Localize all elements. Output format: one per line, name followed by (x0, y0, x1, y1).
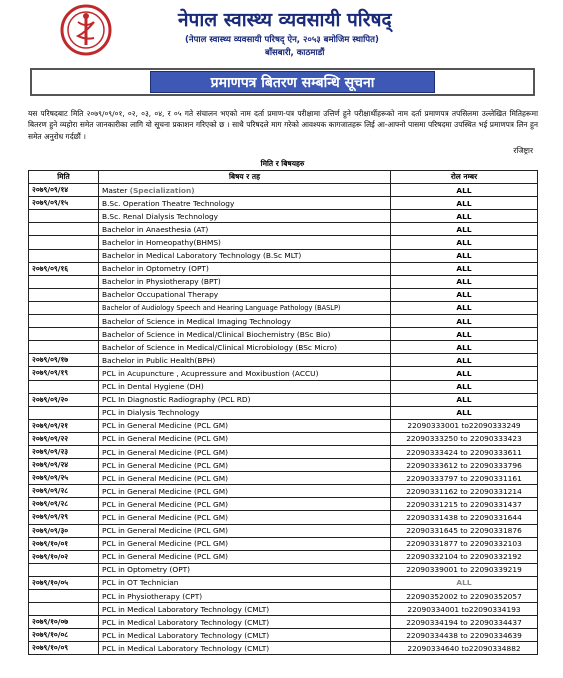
course-note: (Specialization) (129, 185, 195, 195)
row-course (99, 590, 391, 603)
row-roll-number: ALL (391, 367, 538, 380)
course-name: PCL in General Medicine (PCL GM) (102, 434, 228, 444)
row-course (99, 406, 391, 419)
course-name: Master (102, 185, 130, 195)
table-row (29, 210, 538, 223)
table-row (29, 537, 538, 550)
row-course (99, 498, 391, 511)
course-name: PCL in Optometry (OPT) (102, 565, 191, 575)
row-date: २०७९/०९/२४ (29, 459, 99, 472)
notice-signer: रजिष्ट्रार (513, 146, 533, 155)
row-roll-number: ALL (391, 328, 538, 341)
course-name: B.Sc. Operation Theatre Technology (102, 198, 235, 208)
row-date: २०७९/०९/१६ (29, 262, 99, 275)
course-name: Bachelor in Physiotherapy (BPT) (102, 277, 221, 287)
row-course (99, 262, 391, 275)
course-name: PCL in Dental Hygiene (DH) (102, 382, 204, 392)
table-row (29, 445, 538, 458)
notice-body: यस परिषदबाट मिति २०७९/०९/०१, ०२, ०३, ०४, र ०५ गते संचालन भएको नाम दर्ता प्रमाण-पत्र परीक्षामा उत्तिर्ण हुने परीक्षार्थीहरूको नाम दर्ता प्रमाणपत्र तपसिलमा उल्लेखित मितिहरूमा बितरण हुने व्यहोरा समेत जानकारीका लागि यो सूचना प्रकाशन गरिएको छ । साथै परिषदले माग गरेको आवश्यक कागजातहरू लिई आ-आफ्नो पासमा परिषदमा उपस्थित भई प्रमाणपत्र लिन हुन समेत अनुरोध गर्दछौं । (28, 109, 538, 141)
row-course (99, 537, 391, 550)
row-roll-number: 22090333250 to 22090333423 (391, 432, 538, 445)
row-roll-number: 22090331645 to 22090331876 (391, 524, 538, 537)
course-name: PCL in Acupuncture , Acupressure and Moxibustion (ACCU) (102, 368, 319, 378)
row-course (99, 472, 391, 485)
row-date: २०७९/१०/०१ (29, 537, 99, 550)
row-course (99, 563, 391, 576)
row-date: २०७९/०९/१५ (29, 197, 99, 210)
row-roll-number: 22090334001 to22090334193 (391, 603, 538, 616)
row-course (99, 629, 391, 642)
row-course (99, 275, 391, 288)
course-name: PCL in General Medicine (PCL GM) (102, 447, 228, 457)
course-name: Bachelor in Public Health(BPH) (102, 355, 216, 365)
table-row (29, 315, 538, 328)
row-course (99, 301, 391, 314)
table-row (29, 367, 538, 380)
course-name: PCL in General Medicine (PCL GM) (102, 552, 228, 562)
row-course (99, 419, 391, 432)
table-row (29, 432, 538, 445)
row-date: २०७९/०९/१९ (29, 367, 99, 380)
row-roll-number: ALL (391, 406, 538, 419)
table-row (29, 459, 538, 472)
row-date: २०७९/१०/०८ (29, 629, 99, 642)
row-course (99, 616, 391, 629)
course-name: Bachelor of Audiology Speech and Hearing Language Pathology (BASLP) (102, 303, 341, 312)
course-name: Bachelor in Medical Laboratory Technology (B.Sc MLT) (102, 251, 302, 261)
row-roll-number: ALL (391, 315, 538, 328)
council-emblem-icon (60, 4, 112, 56)
table-row (29, 472, 538, 485)
table-row (29, 524, 538, 537)
row-course (99, 315, 391, 328)
row-date: २०७९/०९/२९ (29, 511, 99, 524)
row-course (99, 642, 391, 655)
table-row (29, 262, 538, 275)
table-row (29, 511, 538, 524)
table-row (29, 341, 538, 354)
row-roll-number: 22090334438 to 22090334639 (391, 629, 538, 642)
course-name: PCL in General Medicine (PCL GM) (102, 526, 228, 536)
course-name: Bachelor of Science in Medical Imaging Technology (102, 316, 291, 326)
header-roll: रोल नम्बर (391, 171, 538, 184)
course-name: PCL in General Medicine (PCL GM) (102, 499, 228, 509)
row-roll-number: ALL (391, 236, 538, 249)
course-name: PCL in Medical Laboratory Technology (CMLT) (102, 604, 270, 614)
row-course (99, 432, 391, 445)
table-row (29, 485, 538, 498)
course-name: Bachelor of Science in Medical/Clinical Biochemistry (BSc Bio) (102, 329, 331, 339)
row-course (99, 223, 391, 236)
course-name: PCL in Dialysis Technology (102, 408, 200, 418)
row-date: २०७९/०९/२२ (29, 432, 99, 445)
row-date (29, 236, 99, 249)
row-course (99, 550, 391, 563)
table-row (29, 393, 538, 406)
row-date (29, 406, 99, 419)
letterhead (60, 4, 530, 66)
table-row (29, 275, 538, 288)
row-roll-number: 22090333001 to22090333249 (391, 419, 538, 432)
row-roll-number: ALL (391, 184, 538, 197)
row-date: २०७९/१०/०७ (29, 616, 99, 629)
notice-title: प्रमाणपत्र बितरण सम्बन्धि सूचना (210, 75, 375, 91)
row-date: २०७९/०९/१७ (29, 354, 99, 367)
row-roll-number: ALL (391, 288, 538, 301)
row-date (29, 341, 99, 354)
row-roll-number: 22090331877 to 22090332103 (391, 537, 538, 550)
row-date (29, 328, 99, 341)
row-course (99, 459, 391, 472)
course-name: PCL In Diagnostic Radiography (PCL RD) (102, 395, 251, 405)
organization-title: नेपाल स्वास्थ्य व्यवसायी परिषद् (178, 9, 392, 31)
row-date (29, 590, 99, 603)
row-roll-number: 22090334640 to22090334882 (391, 642, 538, 655)
row-course (99, 341, 391, 354)
course-name: PCL in Physiotherapy (CPT) (102, 591, 203, 601)
row-roll-number: ALL (391, 380, 538, 393)
row-roll-number: ALL (391, 393, 538, 406)
row-roll-number: 22090334194 to 22090334437 (391, 616, 538, 629)
row-roll-number: ALL (391, 275, 538, 288)
course-name: Bachelor in Homeopathy(BHMS) (102, 238, 221, 248)
row-roll-number: 22090331438 to 22090331644 (391, 511, 538, 524)
row-date (29, 301, 99, 314)
course-name: PCL in General Medicine (PCL GM) (102, 486, 228, 496)
row-course (99, 354, 391, 367)
row-course (99, 445, 391, 458)
row-date: २०७९/१०/०९ (29, 642, 99, 655)
table-row (29, 328, 538, 341)
course-name: PCL in General Medicine (PCL GM) (102, 421, 228, 431)
table-row (29, 380, 538, 393)
row-course (99, 603, 391, 616)
row-course (99, 288, 391, 301)
row-date (29, 210, 99, 223)
row-roll-number: 22090331162 to 22090331214 (391, 485, 538, 498)
table-row (29, 288, 538, 301)
row-date (29, 223, 99, 236)
table-row (29, 590, 538, 603)
row-roll-number: ALL (391, 341, 538, 354)
row-course (99, 328, 391, 341)
row-roll-number: 22090333424 to 22090333611 (391, 445, 538, 458)
row-roll-number: ALL (391, 262, 538, 275)
table-row (29, 236, 538, 249)
header-date: मिति (29, 171, 99, 184)
row-course (99, 393, 391, 406)
row-date: २०७९/०९/२१ (29, 419, 99, 432)
notice-banner-box (150, 71, 435, 93)
table-row (29, 498, 538, 511)
row-course (99, 380, 391, 393)
row-course (99, 197, 391, 210)
row-roll-number: ALL (391, 301, 538, 314)
table-row (29, 642, 538, 655)
row-roll-number: ALL (391, 210, 538, 223)
table-row (29, 223, 538, 236)
table-caption: मिति र बिषयहरु (260, 159, 305, 168)
row-roll-number: ALL (391, 223, 538, 236)
course-name: PCL in General Medicine (PCL GM) (102, 473, 228, 483)
row-course (99, 576, 391, 589)
row-date (29, 288, 99, 301)
table-row (29, 616, 538, 629)
row-course (99, 511, 391, 524)
row-date (29, 380, 99, 393)
row-roll-number: 22090352002 to 22090352057 (391, 590, 538, 603)
row-roll-number: ALL (391, 576, 538, 589)
course-name: Bachelor Occupational Therapy (102, 290, 219, 300)
course-name: PCL in OT Technician (102, 578, 179, 588)
row-course (99, 485, 391, 498)
schedule-table (28, 170, 538, 655)
table-row (29, 603, 538, 616)
table-header-row (29, 171, 538, 184)
row-date: २०७९/०९/२८ (29, 498, 99, 511)
row-date: २०७९/०९/२३ (29, 445, 99, 458)
certificate-schedule (28, 159, 537, 655)
table-row (29, 301, 538, 314)
row-date: २०७९/०९/२५ (29, 472, 99, 485)
row-roll-number: 22090331215 to 22090331437 (391, 498, 538, 511)
table-row (29, 249, 538, 262)
table-row (29, 419, 538, 432)
table-row (29, 354, 538, 367)
row-roll-number: 22090333797 to 22090331161 (391, 472, 538, 485)
row-roll-number: ALL (391, 354, 538, 367)
row-date (29, 249, 99, 262)
course-name: Bachelor in Optometry (OPT) (102, 264, 209, 274)
row-date: २०७९/०९/१४ (29, 184, 99, 197)
course-name: PCL in General Medicine (PCL GM) (102, 539, 228, 549)
course-name: PCL in Medical Laboratory Technology (CMLT) (102, 630, 270, 640)
organization-subtitle: (नेपाल स्वास्थ्य व्यवसायी परिषद् ऐन, २०५३ बमोजिम स्थापित) (185, 35, 379, 45)
organization-address: बाँसबारी, काठमाडौं (265, 48, 325, 58)
course-name: Bachelor in Anaesthesia (AT) (102, 224, 209, 234)
row-roll-number: 22090333612 to 22090333796 (391, 459, 538, 472)
row-date: २०७९/०९/२८ (29, 485, 99, 498)
row-course (99, 367, 391, 380)
row-course (99, 236, 391, 249)
row-date (29, 315, 99, 328)
row-course (99, 184, 391, 197)
row-roll-number: 22090339001 to 22090339219 (391, 563, 538, 576)
course-name: PCL in Medical Laboratory Technology (CMLT) (102, 643, 270, 653)
row-date: २०७९/१०/०५ (29, 576, 99, 589)
course-name: PCL in General Medicine (PCL GM) (102, 512, 228, 522)
row-date (29, 563, 99, 576)
course-name: PCL in General Medicine (PCL GM) (102, 460, 228, 470)
table-row (29, 563, 538, 576)
table-row (29, 550, 538, 563)
table-row (29, 406, 538, 419)
row-date: २०७९/१०/०२ (29, 550, 99, 563)
row-roll-number: ALL (391, 197, 538, 210)
row-course (99, 210, 391, 223)
notice-banner (30, 68, 535, 96)
row-date: २०७९/०९/२० (29, 393, 99, 406)
table-row (29, 576, 538, 589)
row-roll-number: ALL (391, 249, 538, 262)
header-subject: बिषय र तह (99, 171, 391, 184)
table-row (29, 184, 538, 197)
course-name: B.Sc. Renal Dialysis Technology (102, 211, 219, 221)
table-body (29, 184, 538, 655)
row-roll-number: 22090332104 to 22090332192 (391, 550, 538, 563)
row-date: २०७९/०९/३० (29, 524, 99, 537)
course-name: PCL in Medical Laboratory Technology (CMLT) (102, 617, 270, 627)
table-row (29, 629, 538, 642)
row-course (99, 524, 391, 537)
row-date (29, 275, 99, 288)
row-date (29, 603, 99, 616)
course-name: Bachelor of Science in Medical/Clinical Microbiology (BSc Micro) (102, 342, 338, 352)
row-course (99, 249, 391, 262)
table-row (29, 197, 538, 210)
